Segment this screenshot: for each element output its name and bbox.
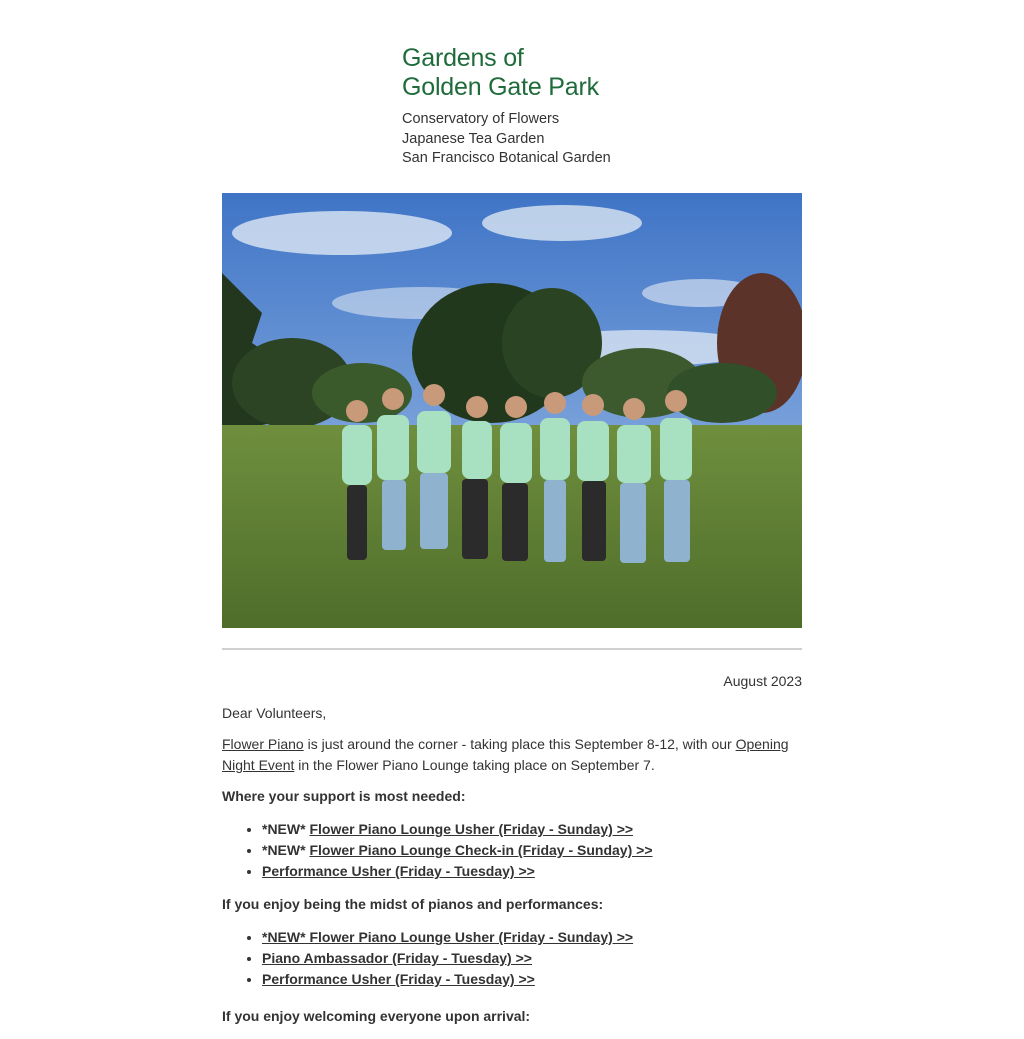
list-item — [262, 969, 802, 990]
email-body — [222, 703, 802, 1039]
greeting: Dear Volunteers, — [222, 705, 327, 721]
logo[interactable] — [402, 44, 642, 169]
lounge-usher-link[interactable]: Flower Piano Lounge Usher (Friday - Sunday) >> — [309, 821, 634, 837]
lounge-checkin-link[interactable]: Flower Piano Lounge Check-in (Friday - Sunday) >> — [309, 842, 653, 858]
intro-paragraph — [222, 734, 802, 776]
list-item — [262, 840, 802, 861]
piano-ambassador-link[interactable]: Piano Ambassador (Friday - Tuesday) >> — [262, 950, 532, 966]
opening-night-link[interactable]: Opening Night Event — [222, 736, 789, 773]
intro-text-2: in the Flower Piano Lounge taking place on September 7. — [294, 757, 655, 773]
logo-sub-conservatory: Conservatory of Flowers — [402, 111, 560, 127]
list-item — [262, 861, 802, 882]
pianos-list — [222, 927, 802, 990]
list-item — [262, 819, 802, 840]
issue-date: August 2023 — [723, 673, 802, 689]
logo-title-line1: Gardens of — [402, 44, 524, 72]
hero-photo[interactable] — [222, 193, 802, 628]
most-needed-list — [222, 819, 802, 882]
logo-title — [402, 44, 642, 102]
logo-title-line2: Golden Gate Park — [402, 73, 599, 101]
logo-sub-tea-garden: Japanese Tea Garden — [402, 130, 545, 147]
lounge-usher-link-2[interactable]: *NEW* Flower Piano Lounge Usher (Friday - Sunday) >> — [262, 929, 634, 945]
divider — [222, 648, 802, 650]
section-pianos-heading: If you enjoy being the midst of pianos and performances: — [222, 896, 604, 912]
logo-sub-botanical: San Francisco Botanical Garden — [402, 150, 611, 166]
logo-subtitle — [402, 110, 642, 169]
list-item — [262, 927, 802, 948]
performance-usher-link[interactable]: Performance Usher (Friday - Tuesday) >> — [262, 863, 535, 879]
flower-piano-link[interactable]: Flower Piano — [222, 736, 304, 752]
section-most-needed-heading: Where your support is most needed: — [222, 788, 466, 804]
new-prefix: *NEW* — [262, 821, 310, 837]
intro-text-1: is just around the corner - taking place this September 8-12, with our — [303, 736, 736, 752]
performance-usher-link-2[interactable]: Performance Usher (Friday - Tuesday) >> — [262, 971, 535, 987]
list-item — [262, 948, 802, 969]
new-prefix: *NEW* — [262, 842, 310, 858]
section-welcoming-heading: If you enjoy welcoming everyone upon arrival: — [222, 1008, 531, 1024]
hero-photo-illustration — [222, 193, 802, 628]
